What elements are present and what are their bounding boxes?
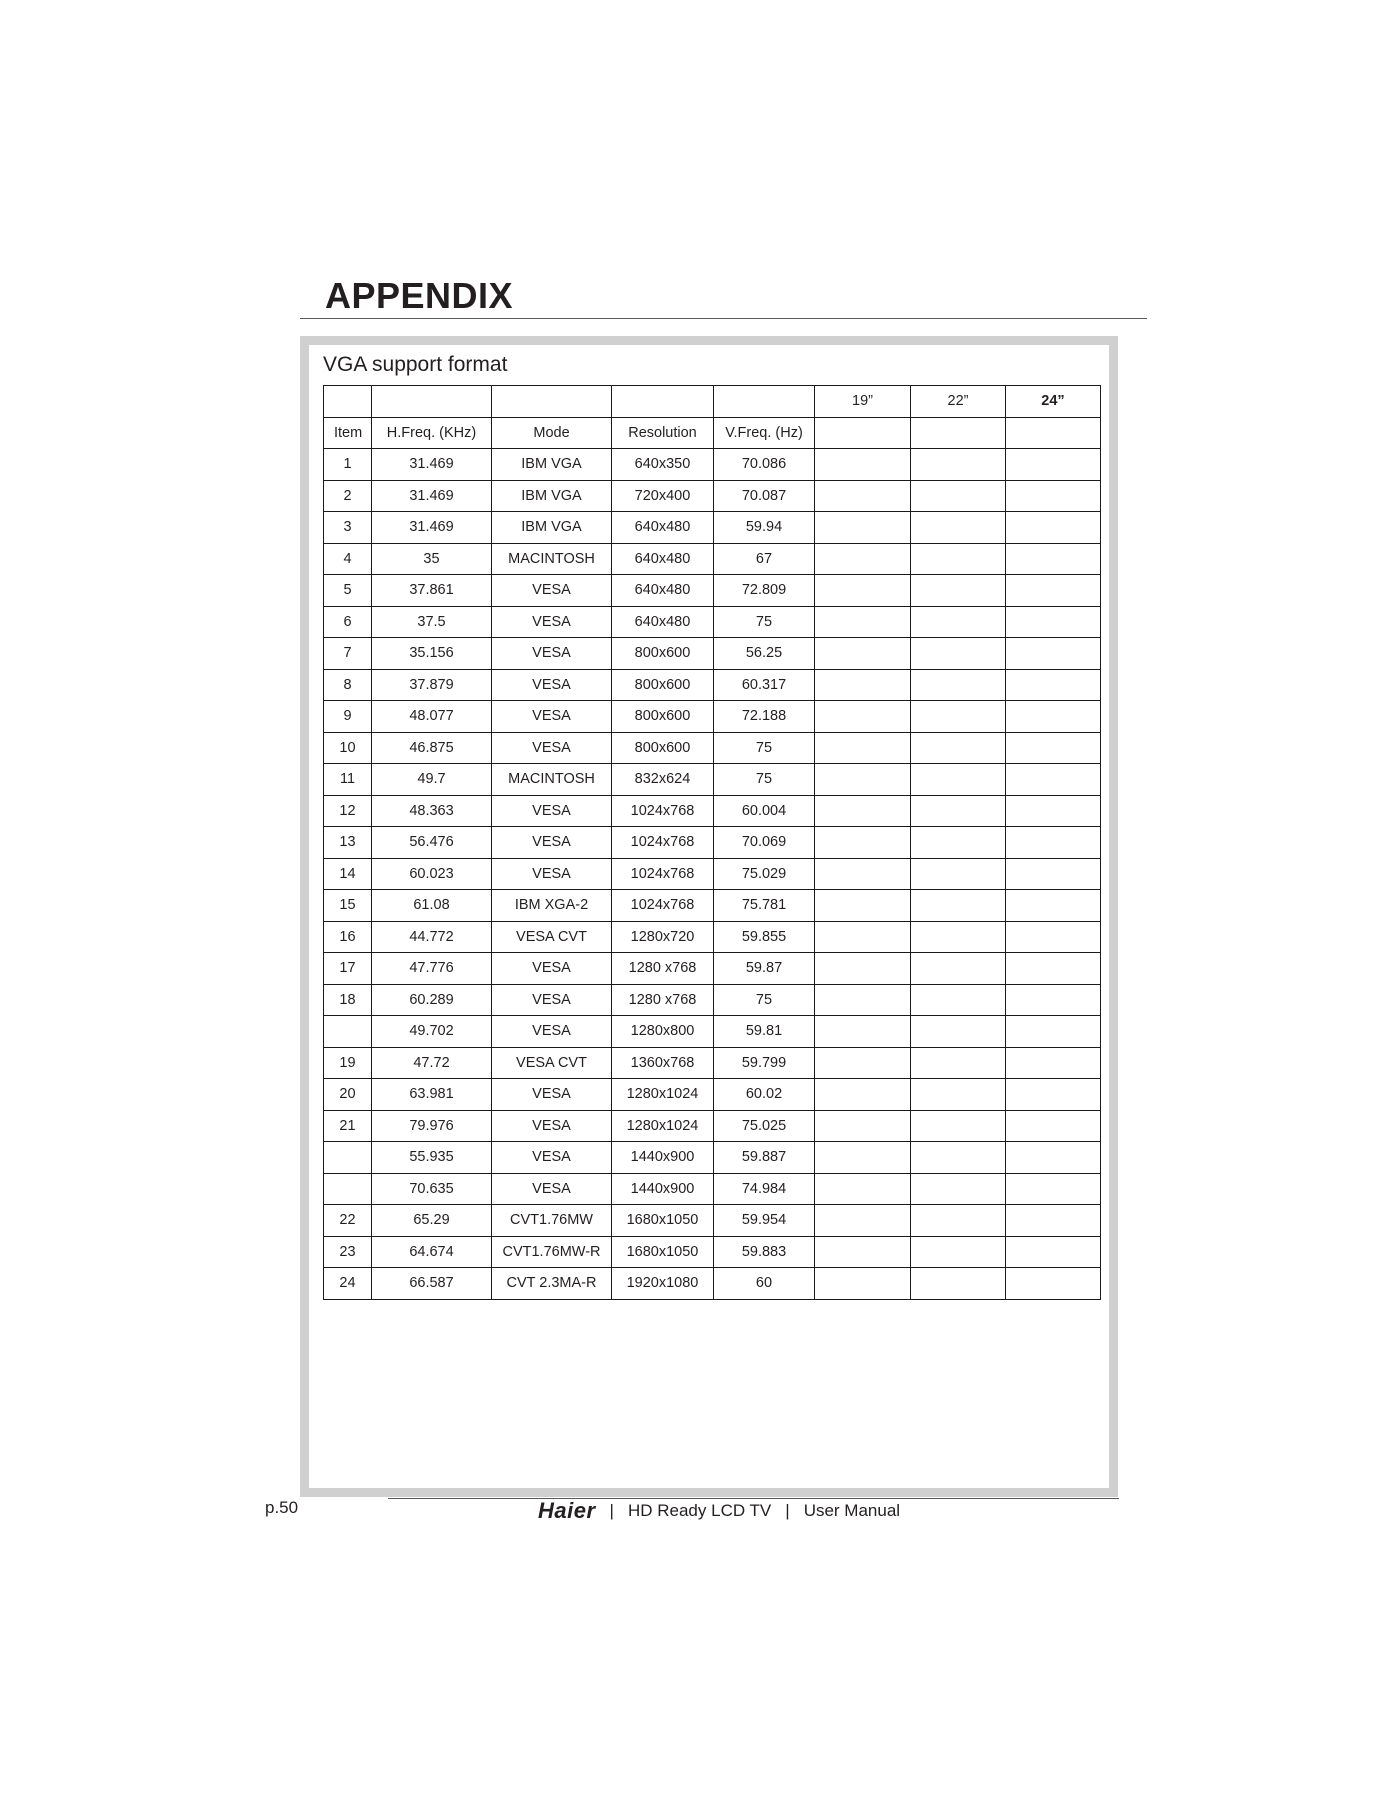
- section-title: VGA support format: [323, 353, 508, 376]
- cell-hfreq: 31.469: [372, 480, 492, 512]
- size-cell: [1006, 1236, 1101, 1268]
- cell-resolution: 1024x768: [612, 890, 714, 922]
- table-row: [324, 1173, 1101, 1205]
- cell-resolution: 1920x1080: [612, 1268, 714, 1300]
- size-cell: [815, 1016, 911, 1048]
- cell-vfreq: 75.025: [714, 1110, 815, 1142]
- cell-mode: CVT 2.3MA-R: [492, 1268, 612, 1300]
- cell-hfreq: 44.772: [372, 921, 492, 953]
- size-cell: [815, 449, 911, 481]
- cell-item: 11: [324, 764, 372, 796]
- size-cell: [1006, 921, 1101, 953]
- size-cell: [815, 1047, 911, 1079]
- page-number: p.50: [265, 1498, 299, 1517]
- cell-vfreq: 60.02: [714, 1079, 815, 1111]
- cell-mode: IBM VGA: [492, 449, 612, 481]
- cell-resolution: 1280x720: [612, 921, 714, 953]
- size-header-22: 22”: [911, 386, 1006, 418]
- cell-hfreq: 35.156: [372, 638, 492, 670]
- cell-hfreq: 31.469: [372, 512, 492, 544]
- cell-mode: VESA: [492, 669, 612, 701]
- cell-hfreq: 47.776: [372, 953, 492, 985]
- cell-mode: IBM XGA-2: [492, 890, 612, 922]
- cell-vfreq: 59.855: [714, 921, 815, 953]
- cell-mode: VESA: [492, 1173, 612, 1205]
- cell-vfreq: 59.81: [714, 1016, 815, 1048]
- column-header-vfreq: V.Freq. (Hz): [714, 417, 815, 449]
- cell-resolution: 1280 x768: [612, 953, 714, 985]
- content-panel: [300, 336, 1118, 1497]
- table-row: [324, 827, 1101, 859]
- table-row: [324, 1079, 1101, 1111]
- size-cell: [911, 858, 1006, 890]
- size-cell: [815, 1268, 911, 1300]
- cell-mode: VESA: [492, 701, 612, 733]
- size-cell: [1006, 858, 1101, 890]
- cell-resolution: 800x600: [612, 701, 714, 733]
- cell-vfreq: 70.069: [714, 827, 815, 859]
- cell-vfreq: 75: [714, 606, 815, 638]
- cell-item: 12: [324, 795, 372, 827]
- size-cell: [911, 575, 1006, 607]
- brand-logo: Haier: [538, 1498, 596, 1523]
- cell-item: 3: [324, 512, 372, 544]
- cell-item: 21: [324, 1110, 372, 1142]
- size-cell: [911, 701, 1006, 733]
- table-row: [324, 480, 1101, 512]
- cell-vfreq: 75.781: [714, 890, 815, 922]
- cell-hfreq: 64.674: [372, 1236, 492, 1268]
- size-cell: [815, 1205, 911, 1237]
- cell-resolution: 1680x1050: [612, 1236, 714, 1268]
- cell-mode: VESA CVT: [492, 1047, 612, 1079]
- size-cell: [815, 638, 911, 670]
- size-cell: [815, 543, 911, 575]
- cell-vfreq: 60: [714, 1268, 815, 1300]
- cell-hfreq: 37.5: [372, 606, 492, 638]
- cell-mode: IBM VGA: [492, 512, 612, 544]
- size-cell: [911, 1173, 1006, 1205]
- cell-item: 22: [324, 1205, 372, 1237]
- cell-hfreq: 60.289: [372, 984, 492, 1016]
- cell-item: 5: [324, 575, 372, 607]
- size-cell: [911, 669, 1006, 701]
- cell-vfreq: 60.004: [714, 795, 815, 827]
- size-cell: [815, 1110, 911, 1142]
- blank-header-cell: [324, 386, 372, 418]
- cell-vfreq: 72.809: [714, 575, 815, 607]
- cell-item: 2: [324, 480, 372, 512]
- footer-separator: |: [785, 1501, 790, 1520]
- cell-hfreq: 61.08: [372, 890, 492, 922]
- size-cell: [1006, 417, 1101, 449]
- size-cell: [815, 732, 911, 764]
- cell-resolution: 800x600: [612, 669, 714, 701]
- size-cell: [1006, 890, 1101, 922]
- cell-hfreq: 49.7: [372, 764, 492, 796]
- table-row: [324, 764, 1101, 796]
- size-cell: [815, 1173, 911, 1205]
- size-cell: [1006, 953, 1101, 985]
- size-cell: [1006, 1268, 1101, 1300]
- size-cell: [911, 921, 1006, 953]
- size-header-19: 19”: [815, 386, 911, 418]
- size-cell: [815, 606, 911, 638]
- cell-item: 10: [324, 732, 372, 764]
- cell-mode: MACINTOSH: [492, 764, 612, 796]
- cell-mode: CVT1.76MW: [492, 1205, 612, 1237]
- cell-resolution: 1024x768: [612, 795, 714, 827]
- cell-vfreq: 59.887: [714, 1142, 815, 1174]
- cell-mode: VESA: [492, 1142, 612, 1174]
- size-cell: [815, 921, 911, 953]
- cell-hfreq: 55.935: [372, 1142, 492, 1174]
- cell-resolution: 640x480: [612, 606, 714, 638]
- size-cell: [911, 890, 1006, 922]
- cell-hfreq: 37.879: [372, 669, 492, 701]
- cell-item: 8: [324, 669, 372, 701]
- cell-item: 20: [324, 1079, 372, 1111]
- cell-resolution: 800x600: [612, 732, 714, 764]
- cell-hfreq: 46.875: [372, 732, 492, 764]
- size-cell: [911, 1268, 1006, 1300]
- cell-mode: VESA: [492, 1016, 612, 1048]
- size-cell: [911, 1047, 1006, 1079]
- table-row: [324, 1268, 1101, 1300]
- cell-item: 19: [324, 1047, 372, 1079]
- cell-resolution: 1360x768: [612, 1047, 714, 1079]
- cell-resolution: 640x350: [612, 449, 714, 481]
- table-row: [324, 1142, 1101, 1174]
- page-title: APPENDIX: [325, 275, 514, 316]
- cell-mode: VESA: [492, 827, 612, 859]
- size-cell: [815, 480, 911, 512]
- size-cell: [1006, 1173, 1101, 1205]
- size-cell: [911, 606, 1006, 638]
- cell-resolution: 640x480: [612, 512, 714, 544]
- table-row: [324, 543, 1101, 575]
- cell-vfreq: 70.087: [714, 480, 815, 512]
- cell-mode: CVT1.76MW-R: [492, 1236, 612, 1268]
- cell-vfreq: 59.954: [714, 1205, 815, 1237]
- cell-hfreq: 60.023: [372, 858, 492, 890]
- size-cell: [1006, 575, 1101, 607]
- table-row: [324, 858, 1101, 890]
- footer-product: HD Ready LCD TV: [627, 1501, 772, 1520]
- cell-hfreq: 37.861: [372, 575, 492, 607]
- cell-hfreq: 31.469: [372, 449, 492, 481]
- cell-vfreq: 60.317: [714, 669, 815, 701]
- size-cell: [815, 764, 911, 796]
- size-cell: [815, 1079, 911, 1111]
- title-divider: [300, 318, 1147, 319]
- cell-item: 24: [324, 1268, 372, 1300]
- cell-vfreq: 59.87: [714, 953, 815, 985]
- size-cell: [911, 1236, 1006, 1268]
- footer-separator: |: [609, 1501, 614, 1520]
- column-header-item: Item: [324, 417, 372, 449]
- size-cell: [911, 1110, 1006, 1142]
- cell-item: 7: [324, 638, 372, 670]
- cell-resolution: 1024x768: [612, 858, 714, 890]
- table-row: [324, 606, 1101, 638]
- size-cell: [911, 417, 1006, 449]
- cell-resolution: 1024x768: [612, 827, 714, 859]
- table-row: [324, 1110, 1101, 1142]
- size-cell: [815, 827, 911, 859]
- cell-vfreq: 75: [714, 764, 815, 796]
- size-cell: [815, 858, 911, 890]
- table-row: [324, 795, 1101, 827]
- table-row: [324, 890, 1101, 922]
- cell-resolution: 1280x800: [612, 1016, 714, 1048]
- cell-item: 23: [324, 1236, 372, 1268]
- footer-doc-type: User Manual: [803, 1501, 901, 1520]
- table-row: [324, 638, 1101, 670]
- size-cell: [911, 449, 1006, 481]
- size-cell: [911, 764, 1006, 796]
- cell-item: [324, 1142, 372, 1174]
- table-row: [324, 512, 1101, 544]
- blank-header-cell: [492, 386, 612, 418]
- cell-mode: VESA: [492, 953, 612, 985]
- cell-vfreq: 70.086: [714, 449, 815, 481]
- size-cell: [815, 890, 911, 922]
- cell-item: 17: [324, 953, 372, 985]
- cell-hfreq: 63.981: [372, 1079, 492, 1111]
- table-row: [324, 953, 1101, 985]
- cell-vfreq: 59.799: [714, 1047, 815, 1079]
- cell-hfreq: 56.476: [372, 827, 492, 859]
- cell-resolution: 1440x900: [612, 1142, 714, 1174]
- cell-resolution: 1440x900: [612, 1173, 714, 1205]
- size-cell: [911, 512, 1006, 544]
- blank-header-cell: [714, 386, 815, 418]
- cell-item: [324, 1173, 372, 1205]
- cell-item: 14: [324, 858, 372, 890]
- size-cell: [815, 1236, 911, 1268]
- size-cell: [1006, 1142, 1101, 1174]
- cell-mode: MACINTOSH: [492, 543, 612, 575]
- column-header-hfreq: H.Freq. (KHz): [372, 417, 492, 449]
- column-header-resolution: Resolution: [612, 417, 714, 449]
- table-row: [324, 1016, 1101, 1048]
- size-cell: [815, 953, 911, 985]
- size-cell: [911, 1016, 1006, 1048]
- size-cell: [1006, 732, 1101, 764]
- cell-hfreq: 65.29: [372, 1205, 492, 1237]
- cell-resolution: 640x480: [612, 543, 714, 575]
- size-cell: [911, 795, 1006, 827]
- cell-mode: VESA: [492, 1079, 612, 1111]
- cell-item: 1: [324, 449, 372, 481]
- cell-vfreq: 59.883: [714, 1236, 815, 1268]
- size-cell: [911, 1205, 1006, 1237]
- cell-vfreq: 59.94: [714, 512, 815, 544]
- cell-hfreq: 48.363: [372, 795, 492, 827]
- cell-item: 6: [324, 606, 372, 638]
- cell-vfreq: 72.188: [714, 701, 815, 733]
- cell-vfreq: 67: [714, 543, 815, 575]
- cell-mode: VESA: [492, 1110, 612, 1142]
- cell-vfreq: 74.984: [714, 1173, 815, 1205]
- vga-format-table: [323, 385, 1101, 1300]
- size-cell: [1006, 1016, 1101, 1048]
- table-row: [324, 921, 1101, 953]
- cell-mode: VESA: [492, 575, 612, 607]
- cell-mode: VESA: [492, 795, 612, 827]
- cell-mode: VESA: [492, 858, 612, 890]
- cell-item: 15: [324, 890, 372, 922]
- size-cell: [1006, 764, 1101, 796]
- cell-hfreq: 79.976: [372, 1110, 492, 1142]
- footer: [538, 1499, 914, 1523]
- size-cell: [911, 543, 1006, 575]
- cell-mode: IBM VGA: [492, 480, 612, 512]
- cell-vfreq: 75: [714, 984, 815, 1016]
- size-cell: [911, 827, 1006, 859]
- cell-vfreq: 75: [714, 732, 815, 764]
- table-row: [324, 669, 1101, 701]
- table-row: [324, 1236, 1101, 1268]
- cell-item: [324, 1016, 372, 1048]
- size-cell: [1006, 543, 1101, 575]
- size-cell: [1006, 449, 1101, 481]
- size-cell: [911, 953, 1006, 985]
- size-cell: [1006, 1205, 1101, 1237]
- size-cell: [1006, 638, 1101, 670]
- cell-hfreq: 48.077: [372, 701, 492, 733]
- size-cell: [815, 984, 911, 1016]
- cell-item: 9: [324, 701, 372, 733]
- cell-resolution: 1280 x768: [612, 984, 714, 1016]
- size-cell: [911, 1142, 1006, 1174]
- table-row: [324, 984, 1101, 1016]
- cell-hfreq: 70.635: [372, 1173, 492, 1205]
- cell-resolution: 1280x1024: [612, 1110, 714, 1142]
- size-cell: [1006, 1110, 1101, 1142]
- size-cell: [911, 1079, 1006, 1111]
- column-header-mode: Mode: [492, 417, 612, 449]
- table-row: [324, 1047, 1101, 1079]
- size-cell: [1006, 669, 1101, 701]
- column-header-row: [324, 417, 1101, 449]
- size-cell: [1006, 1079, 1101, 1111]
- blank-header-cell: [612, 386, 714, 418]
- cell-resolution: 800x600: [612, 638, 714, 670]
- size-cell: [911, 732, 1006, 764]
- size-cell: [911, 984, 1006, 1016]
- cell-mode: VESA CVT: [492, 921, 612, 953]
- size-cell: [815, 669, 911, 701]
- size-cell: [1006, 606, 1101, 638]
- cell-vfreq: 75.029: [714, 858, 815, 890]
- size-header-24: 24”: [1006, 386, 1101, 418]
- cell-resolution: 832x624: [612, 764, 714, 796]
- cell-item: 16: [324, 921, 372, 953]
- cell-vfreq: 56.25: [714, 638, 815, 670]
- table-row: [324, 575, 1101, 607]
- size-header-row: [324, 386, 1101, 418]
- size-cell: [815, 701, 911, 733]
- cell-mode: VESA: [492, 638, 612, 670]
- table-row: [324, 1205, 1101, 1237]
- cell-item: 13: [324, 827, 372, 859]
- cell-hfreq: 35: [372, 543, 492, 575]
- cell-resolution: 720x400: [612, 480, 714, 512]
- size-cell: [1006, 795, 1101, 827]
- size-cell: [1006, 512, 1101, 544]
- table-row: [324, 701, 1101, 733]
- size-cell: [1006, 480, 1101, 512]
- table-row: [324, 449, 1101, 481]
- size-cell: [815, 512, 911, 544]
- cell-resolution: 640x480: [612, 575, 714, 607]
- size-cell: [1006, 827, 1101, 859]
- size-cell: [815, 575, 911, 607]
- size-cell: [1006, 1047, 1101, 1079]
- size-cell: [1006, 984, 1101, 1016]
- blank-header-cell: [372, 386, 492, 418]
- cell-mode: VESA: [492, 984, 612, 1016]
- size-cell: [815, 1142, 911, 1174]
- size-cell: [815, 417, 911, 449]
- cell-mode: VESA: [492, 732, 612, 764]
- size-cell: [1006, 701, 1101, 733]
- cell-item: 4: [324, 543, 372, 575]
- cell-mode: VESA: [492, 606, 612, 638]
- size-cell: [815, 795, 911, 827]
- cell-item: 18: [324, 984, 372, 1016]
- cell-hfreq: 49.702: [372, 1016, 492, 1048]
- cell-hfreq: 47.72: [372, 1047, 492, 1079]
- cell-hfreq: 66.587: [372, 1268, 492, 1300]
- size-cell: [911, 638, 1006, 670]
- size-cell: [911, 480, 1006, 512]
- cell-resolution: 1280x1024: [612, 1079, 714, 1111]
- table-row: [324, 732, 1101, 764]
- cell-resolution: 1680x1050: [612, 1205, 714, 1237]
